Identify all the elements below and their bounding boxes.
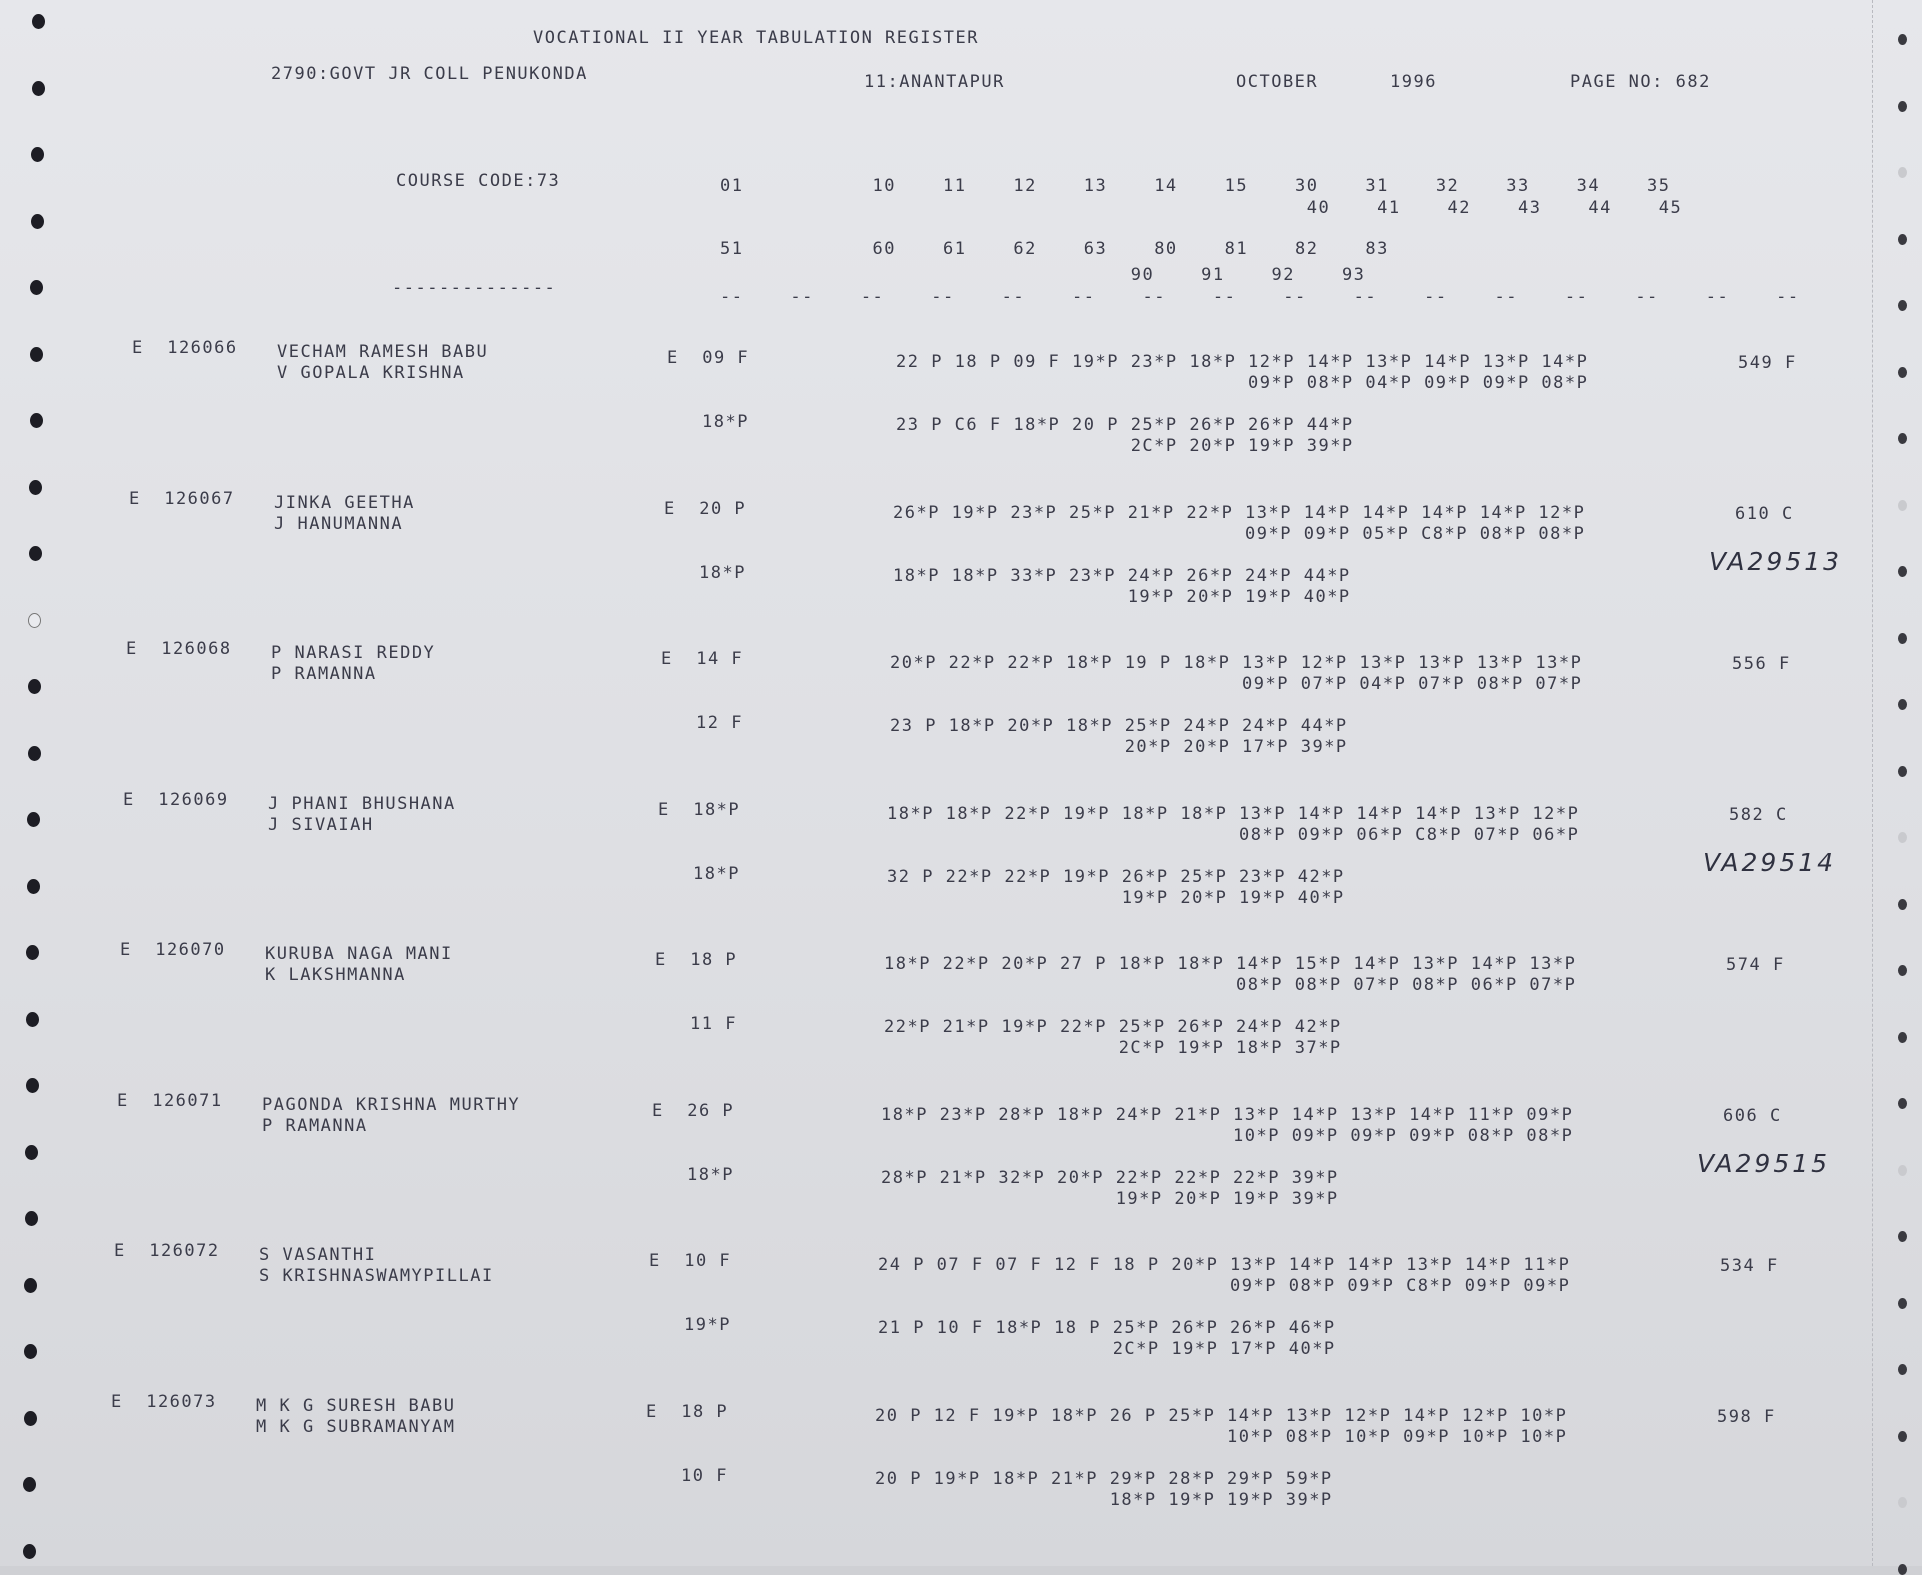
feed-hole [30, 413, 43, 428]
student-id: E 126066 [132, 338, 238, 358]
marks-line-2: 10*P 09*P 09*P 09*P 08*P 08*P [881, 1126, 1574, 1146]
feed-hole [28, 679, 41, 694]
feed-hole [1898, 1497, 1907, 1508]
feed-hole [1898, 367, 1907, 378]
feed-hole [1898, 300, 1907, 311]
feed-hole [28, 613, 41, 628]
marks-line-4: 19*P 20*P 19*P 40*P [893, 587, 1351, 607]
marks-line-2: 09*P 08*P 09*P C8*P 09*P 09*P [878, 1276, 1571, 1296]
feed-hole [24, 1344, 37, 1359]
first-year-marks: E 18*P [658, 800, 741, 820]
feed-hole [1898, 699, 1907, 710]
father-name: J HANUMANNA [274, 514, 404, 534]
marks-line-4: 19*P 20*P 19*P 39*P [881, 1189, 1339, 1209]
marks-line-4: 2C*P 20*P 19*P 39*P [896, 436, 1354, 456]
first-year-marks: E 26 P [652, 1101, 735, 1121]
feed-hole [1898, 500, 1907, 511]
second-year-marks: 11 F [690, 1014, 737, 1034]
marks-line-1: 20*P 22*P 22*P 18*P 19 P 18*P 13*P 12*P 13*P 13*P 13*P 13*P [890, 653, 1583, 673]
student-name: PAGONDA KRISHNA MURTHY [262, 1095, 521, 1115]
marks-line-4: 2C*P 19*P 17*P 40*P [878, 1339, 1336, 1359]
first-year-marks: E 18 P [646, 1402, 729, 1422]
feed-hole [27, 812, 40, 827]
page-number: PAGE NO: 682 [1570, 72, 1711, 92]
father-name: V GOPALA KRISHNA [277, 363, 465, 383]
feed-hole [23, 1544, 36, 1559]
father-name: M K G SUBRAMANYAM [256, 1417, 456, 1437]
exam-month: OCTOBER [1236, 72, 1319, 92]
student-name: S VASANTHI [259, 1245, 377, 1265]
tractor-feed-holes-left [14, 0, 54, 1566]
student-name: JINKA GEETHA [274, 493, 415, 513]
feed-hole [25, 1211, 38, 1226]
marks-line-2: 09*P 07*P 04*P 07*P 08*P 07*P [890, 674, 1583, 694]
feed-hole [25, 1145, 38, 1160]
feed-hole [30, 280, 43, 295]
feed-hole [31, 147, 44, 162]
feed-hole [1898, 766, 1907, 777]
father-name: S KRISHNASWAMYPILLAI [259, 1266, 494, 1286]
second-year-marks: 18*P [702, 412, 749, 432]
marks-line-3: 20 P 19*P 18*P 21*P 29*P 28*P 29*P 59*P [875, 1469, 1333, 1489]
feed-hole [28, 746, 41, 761]
second-year-marks: 18*P [699, 563, 746, 583]
subject-codes-row-2: 40 41 42 43 44 45 [720, 198, 1683, 218]
feed-hole [27, 879, 40, 894]
marks-line-4: 2C*P 19*P 18*P 37*P [884, 1038, 1342, 1058]
total-result: 598 F [1717, 1407, 1776, 1427]
feed-hole [1898, 1364, 1907, 1375]
feed-hole [24, 1411, 37, 1426]
marks-line-1: 24 P 07 F 07 F 12 F 18 P 20*P 13*P 14*P 14*P 13*P 14*P 11*P [878, 1255, 1571, 1275]
column-separator-dashes: -- -- -- -- -- -- -- -- -- -- -- -- -- -- -- -- [720, 287, 1800, 307]
perforation-line [1872, 0, 1874, 1566]
feed-hole [1898, 965, 1907, 976]
marks-line-1: 20 P 12 F 19*P 18*P 26 P 25*P 14*P 13*P 12*P 14*P 12*P 10*P [875, 1406, 1568, 1426]
feed-hole [30, 347, 43, 362]
feed-hole [26, 1078, 39, 1093]
first-year-marks: E 18 P [655, 950, 738, 970]
handwritten-note: VA29514 [1703, 848, 1837, 877]
student-id: E 126072 [114, 1241, 220, 1261]
handwritten-note: VA29515 [1697, 1149, 1831, 1178]
father-name: J SIVAIAH [268, 815, 374, 835]
marks-line-3: 23 P 18*P 20*P 18*P 25*P 24*P 24*P 44*P [890, 716, 1348, 736]
marks-line-1: 26*P 19*P 23*P 25*P 21*P 22*P 13*P 14*P 14*P 14*P 14*P 12*P [893, 503, 1586, 523]
marks-line-1: 22 P 18 P 09 F 19*P 23*P 18*P 12*P 14*P 13*P 14*P 13*P 14*P [896, 352, 1589, 372]
feed-hole [1898, 633, 1907, 644]
marks-line-2: 08*P 09*P 06*P C8*P 07*P 06*P [887, 825, 1580, 845]
student-id: E 126068 [126, 639, 232, 659]
marks-line-3: 21 P 10 F 18*P 18 P 25*P 26*P 26*P 46*P [878, 1318, 1336, 1338]
first-year-marks: E 20 P [664, 499, 747, 519]
second-year-marks: 12 F [696, 713, 743, 733]
feed-hole [23, 1477, 36, 1492]
exam-year: 1996 [1390, 72, 1437, 92]
student-id: E 126073 [111, 1392, 217, 1412]
feed-hole [24, 1278, 37, 1293]
feed-hole [1898, 1032, 1907, 1043]
feed-hole [26, 1012, 39, 1027]
second-year-marks: 18*P [693, 864, 740, 884]
district-name: 11:ANANTAPUR [864, 72, 1005, 92]
marks-line-3: 28*P 21*P 32*P 20*P 22*P 22*P 22*P 39*P [881, 1168, 1339, 1188]
feed-hole [1898, 34, 1907, 45]
feed-hole [1898, 1098, 1907, 1109]
student-name: M K G SURESH BABU [256, 1396, 456, 1416]
student-name: KURUBA NAGA MANI [265, 944, 453, 964]
total-result: 582 C [1729, 805, 1788, 825]
marks-line-1: 18*P 23*P 28*P 18*P 24*P 21*P 13*P 14*P 13*P 14*P 11*P 09*P [881, 1105, 1574, 1125]
marks-line-2: 09*P 09*P 05*P C8*P 08*P 08*P [893, 524, 1586, 544]
total-result: 556 F [1732, 654, 1791, 674]
student-name: J PHANI BHUSHANA [268, 794, 456, 814]
course-code: COURSE CODE:73 [396, 171, 561, 191]
first-year-marks: E 14 F [661, 649, 744, 669]
student-id: E 126067 [129, 489, 235, 509]
total-result: 610 C [1735, 504, 1794, 524]
total-result: 606 C [1723, 1106, 1782, 1126]
student-id: E 126070 [120, 940, 226, 960]
marks-line-1: 18*P 22*P 20*P 27 P 18*P 18*P 14*P 15*P 14*P 13*P 14*P 13*P [884, 954, 1577, 974]
first-year-marks: E 09 F [667, 348, 750, 368]
feed-hole [1898, 1298, 1907, 1309]
feed-hole [32, 81, 45, 96]
marks-line-1: 18*P 18*P 22*P 19*P 18*P 18*P 13*P 14*P 14*P 14*P 13*P 12*P [887, 804, 1580, 824]
marks-line-2: 09*P 08*P 04*P 09*P 09*P 08*P [896, 373, 1589, 393]
subject-codes-row-4: 90 91 92 93 [720, 265, 1366, 285]
student-id: E 126071 [117, 1091, 223, 1111]
total-result: 574 F [1726, 955, 1785, 975]
first-year-marks: E 10 F [649, 1251, 732, 1271]
feed-hole [26, 945, 39, 960]
second-year-marks: 19*P [684, 1315, 731, 1335]
marks-line-4: 18*P 19*P 19*P 39*P [875, 1490, 1333, 1510]
feed-hole [1898, 234, 1907, 245]
father-name: P RAMANNA [262, 1116, 368, 1136]
feed-hole [1898, 101, 1907, 112]
marks-line-3: 18*P 18*P 33*P 23*P 24*P 26*P 24*P 44*P [893, 566, 1351, 586]
feed-hole [1898, 1431, 1907, 1442]
marks-line-3: 32 P 22*P 22*P 19*P 26*P 25*P 23*P 42*P [887, 867, 1345, 887]
marks-line-2: 08*P 08*P 07*P 08*P 06*P 07*P [884, 975, 1577, 995]
marks-line-3: 22*P 21*P 19*P 22*P 25*P 26*P 24*P 42*P [884, 1017, 1342, 1037]
total-result: 534 F [1720, 1256, 1779, 1276]
register-title: VOCATIONAL II YEAR TABULATION REGISTER [533, 28, 979, 48]
feed-hole [1898, 1231, 1907, 1242]
second-year-marks: 10 F [681, 1466, 728, 1486]
feed-hole [1898, 1165, 1907, 1176]
subject-codes-row-1: 01 10 11 12 13 14 15 30 31 32 33 34 35 [720, 176, 1671, 196]
father-name: K LAKSHMANNA [265, 965, 406, 985]
feed-hole [32, 14, 45, 29]
subject-codes-row-3: 51 60 61 62 63 80 81 82 83 [720, 239, 1389, 259]
student-name: P NARASI REDDY [271, 643, 436, 663]
father-name: P RAMANNA [271, 664, 377, 684]
marks-line-4: 20*P 20*P 17*P 39*P [890, 737, 1348, 757]
student-name: VECHAM RAMESH BABU [277, 342, 489, 362]
tractor-feed-holes-right [1882, 0, 1922, 1566]
feed-hole [1898, 832, 1907, 843]
feed-hole [29, 480, 42, 495]
feed-hole [1898, 899, 1907, 910]
marks-line-2: 10*P 08*P 10*P 09*P 10*P 10*P [875, 1427, 1568, 1447]
student-id: E 126069 [123, 790, 229, 810]
feed-hole [1898, 1564, 1907, 1575]
handwritten-note: VA29513 [1709, 547, 1843, 576]
marks-line-3: 23 P C6 F 18*P 20 P 25*P 26*P 26*P 44*P [896, 415, 1354, 435]
college-name: 2790:GOVT JR COLL PENUKONDA [271, 64, 588, 84]
feed-hole [31, 214, 44, 229]
feed-hole [29, 546, 42, 561]
total-result: 549 F [1738, 353, 1797, 373]
marks-line-4: 19*P 20*P 19*P 40*P [887, 888, 1345, 908]
feed-hole [1898, 433, 1907, 444]
course-underline: -------------- [392, 278, 557, 298]
second-year-marks: 18*P [687, 1165, 734, 1185]
feed-hole [1898, 566, 1907, 577]
feed-hole [1898, 167, 1907, 178]
